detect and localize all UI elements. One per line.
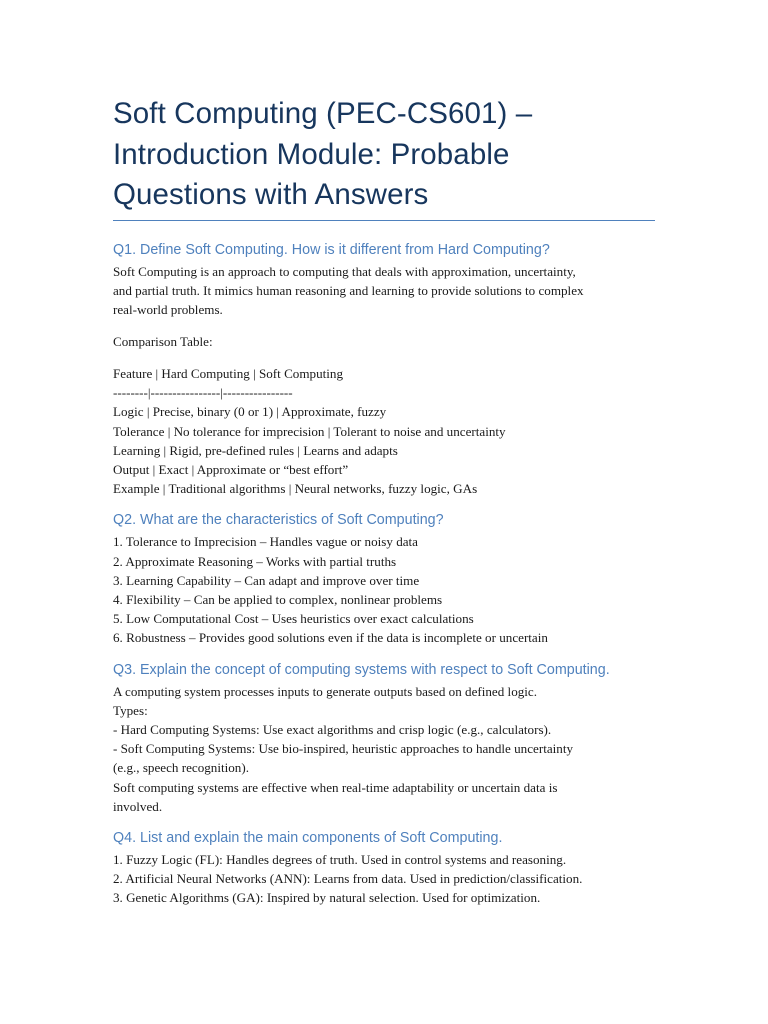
q2-list-item: 1. Tolerance to Imprecision – Handles vague or noisy data: [113, 534, 418, 550]
q1-intro-line-3: real-world problems.: [113, 301, 223, 317]
q2-heading: Q2. What are the characteristics of Soft Computing?: [113, 512, 444, 529]
title-line-1: Soft Computing (PEC-CS601) –: [113, 97, 533, 130]
q3-line: Types:: [113, 702, 148, 718]
q2-list-item: 5. Low Computational Cost – Uses heuristics over exact calculations: [113, 611, 474, 627]
q1-table-separator: --------|----------------|----------------: [113, 385, 293, 401]
q1-table-header: Feature | Hard Computing | Soft Computing: [113, 365, 344, 381]
title-divider: [113, 220, 655, 221]
q1-table-row: Logic | Precise, binary (0 or 1) | Approximate, fuzzy: [113, 404, 387, 420]
q3-line: - Hard Computing Systems: Use exact algorithms and crisp logic (e.g., calculators).: [113, 721, 552, 737]
q3-line: - Soft Computing Systems: Use bio-inspired, heuristic approaches to handle uncertainty: [113, 741, 574, 757]
paragraph-gap: [113, 319, 656, 332]
q4-list-item: 3. Genetic Algorithms (GA): Inspired by natural selection. Used for optimization.: [113, 890, 541, 906]
q2-list-item: 4. Flexibility – Can be applied to complex, nonlinear problems: [113, 591, 443, 607]
q3-line: A computing system processes inputs to generate outputs based on defined logic.: [113, 683, 538, 699]
q1-table-row: Output | Exact | Approximate or “best effort”: [113, 461, 349, 477]
paragraph-gap: [113, 351, 656, 364]
q1-heading: Q1. Define Soft Computing. How is it different from Hard Computing?: [113, 241, 550, 258]
q3-line: involved.: [113, 798, 163, 814]
q1-intro-line-1: Soft Computing is an approach to computing that deals with approximation, uncertainty,: [113, 263, 576, 279]
document-title: [113, 94, 656, 216]
q4-list-item: 2. Artificial Neural Networks (ANN): Learns from data. Used in prediction/classification.: [113, 871, 583, 887]
q1-table-row: Learning | Rigid, pre-defined rules | Learns and adapts: [113, 442, 398, 458]
q3-line: Soft computing systems are effective when real-time adaptability or uncertain data is: [113, 779, 558, 795]
title-line-3: Questions with Answers: [113, 178, 429, 211]
title-line-2: Introduction Module: Probable: [113, 137, 510, 171]
q3-line: (e.g., speech recognition).: [113, 760, 249, 776]
q2-list-item: 2. Approximate Reasoning – Works with partial truths: [113, 553, 397, 569]
q2-list-item: 6. Robustness – Provides good solutions even if the data is incomplete or uncertain: [113, 630, 548, 646]
q4-heading: Q4. List and explain the main components of Soft Computing.: [113, 829, 503, 846]
q1-table-label: Comparison Table:: [113, 333, 213, 349]
q1-table-row: Tolerance | No tolerance for imprecision | Tolerant to noise and uncertainty: [113, 423, 506, 439]
q3-heading: Q3. Explain the concept of computing systems with respect to Soft Computing.: [113, 661, 610, 678]
q1-table-row: Example | Traditional algorithms | Neural networks, fuzzy logic, GAs: [113, 481, 478, 497]
q4-list-item: 1. Fuzzy Logic (FL): Handles degrees of truth. Used in control systems and reasoning.: [113, 851, 567, 867]
q2-list-item: 3. Learning Capability – Can adapt and improve over time: [113, 572, 420, 588]
q1-intro-line-2: and partial truth. It mimics human reasoning and learning to provide solutions to complex: [113, 282, 584, 298]
